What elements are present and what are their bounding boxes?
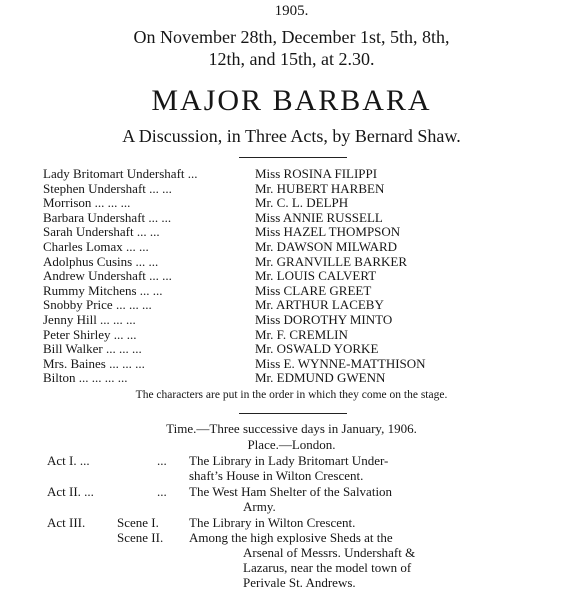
act-scene: Scene I.: [117, 515, 159, 530]
act-description-line: The Library in Wilton Crescent.: [189, 515, 356, 530]
actor-name: Mr. OSWALD YORKE: [255, 341, 379, 357]
act-description-line: Arsenal of Messrs. Undershaft &: [243, 545, 416, 560]
act-description: [189, 484, 461, 514]
role-name: Bilton ... ... ... ...: [43, 370, 128, 386]
actor-name: Mr. DAWSON MILWARD: [255, 238, 398, 254]
cast-row: [43, 196, 563, 211]
role-name: Andrew Undershaft ... ...: [43, 268, 172, 284]
cast-row: [43, 357, 563, 372]
cast-row: [43, 371, 563, 386]
role-name: Barbara Undershaft ... ...: [43, 209, 172, 225]
role-name: Adolphus Cusins ... ...: [43, 253, 159, 269]
role-name: Morrison ... ... ...: [43, 195, 131, 211]
role-name: Lady Britomart Undershaft ...: [43, 166, 198, 181]
act-description-line: The West Ham Shelter of the Salvation: [189, 484, 393, 499]
act-description-line: Perivale St. Andrews.: [243, 575, 356, 590]
act-description-line: Army.: [243, 499, 276, 514]
cast-row: [43, 342, 563, 357]
cast-row: [43, 284, 563, 299]
cast-row: [43, 298, 563, 313]
role-name: Rummy Mitchens ... ...: [43, 282, 163, 298]
actor-name: Mr. C. L. DELPH: [255, 195, 349, 211]
cast-row: [43, 211, 563, 226]
act-description: [189, 530, 461, 590]
actor-name: Mr. LOUIS CALVERT: [255, 268, 377, 284]
role-name: Peter Shirley ... ...: [43, 326, 137, 342]
divider-rule-2: [239, 413, 347, 414]
role-name: Jenny Hill ... ... ...: [43, 311, 136, 327]
play-title: MAJOR BARBARA: [151, 84, 432, 117]
act-description-line: The Library in Lady Britomart Under-: [189, 453, 389, 468]
cast-row: [43, 328, 563, 343]
act-scene: ...: [157, 484, 167, 499]
act-description-line: Among the high explosive Sheds at the: [189, 530, 393, 545]
act-description: [189, 515, 461, 530]
year: 1905.: [274, 3, 309, 19]
actor-name: Miss HAZEL THOMPSON: [255, 224, 401, 240]
actor-name: Mr. ARTHUR LACEBY: [255, 297, 384, 313]
role-name: Sarah Undershaft ... ...: [43, 224, 160, 240]
performance-dates: [0, 26, 583, 70]
act-description-line: shaft’s House in Wilton Crescent.: [189, 468, 364, 483]
actor-name: Miss ROSINA FILIPPI: [255, 166, 378, 181]
cast-row: [43, 182, 563, 197]
role-name: Stephen Undershaft ... ...: [43, 180, 172, 196]
actor-name: Miss E. WYNNE-MATTHISON: [255, 355, 426, 371]
cast-row: [43, 313, 563, 328]
cast-row: [43, 255, 563, 270]
place-line: Place.—London.: [247, 437, 336, 452]
actor-name: Miss ANNIE RUSSELL: [255, 209, 383, 225]
cast-row: [43, 240, 563, 255]
time-line: Time.—Three successive days in January, 1906.: [166, 421, 417, 436]
act-label: Act I. ...: [47, 453, 90, 468]
actor-name: Mr. F. CREMLIN: [255, 326, 348, 342]
act-scene: Scene II.: [117, 530, 164, 545]
cast-order-note: The characters are put in the order in which they come on the stage.: [135, 389, 448, 401]
act-scene: ...: [157, 453, 167, 468]
cast-row: [43, 167, 563, 182]
role-name: Mrs. Baines ... ... ...: [43, 355, 145, 371]
role-name: Bill Walker ... ... ...: [43, 341, 142, 357]
cast-list: [43, 167, 563, 386]
dates-line-1: On November 28th, December 1st, 5th, 8th,: [133, 27, 450, 47]
act-label: Act III.: [47, 515, 86, 530]
divider-rule: [239, 157, 347, 158]
cast-row: [43, 269, 563, 284]
dates-line-2: 12th, and 15th, at 2.30.: [208, 49, 375, 69]
play-subtitle: A Discussion, in Three Acts, by Bernard Shaw.: [122, 126, 461, 146]
act-description-line: Lazarus, near the model town of: [243, 560, 412, 575]
actor-name: Mr. EDMUND GWENN: [255, 370, 386, 386]
actor-name: Miss CLARE GREET: [255, 282, 372, 298]
actor-name: Mr. HUBERT HARBEN: [255, 180, 385, 196]
actor-name: Mr. GRANVILLE BARKER: [255, 253, 408, 269]
act-label: Act II. ...: [47, 484, 94, 499]
cast-row: [43, 225, 563, 240]
act-description: [189, 453, 461, 483]
role-name: Charles Lomax ... ...: [43, 238, 149, 254]
actor-name: Miss DOROTHY MINTO: [255, 311, 393, 327]
role-name: Snobby Price ... ... ...: [43, 297, 152, 313]
